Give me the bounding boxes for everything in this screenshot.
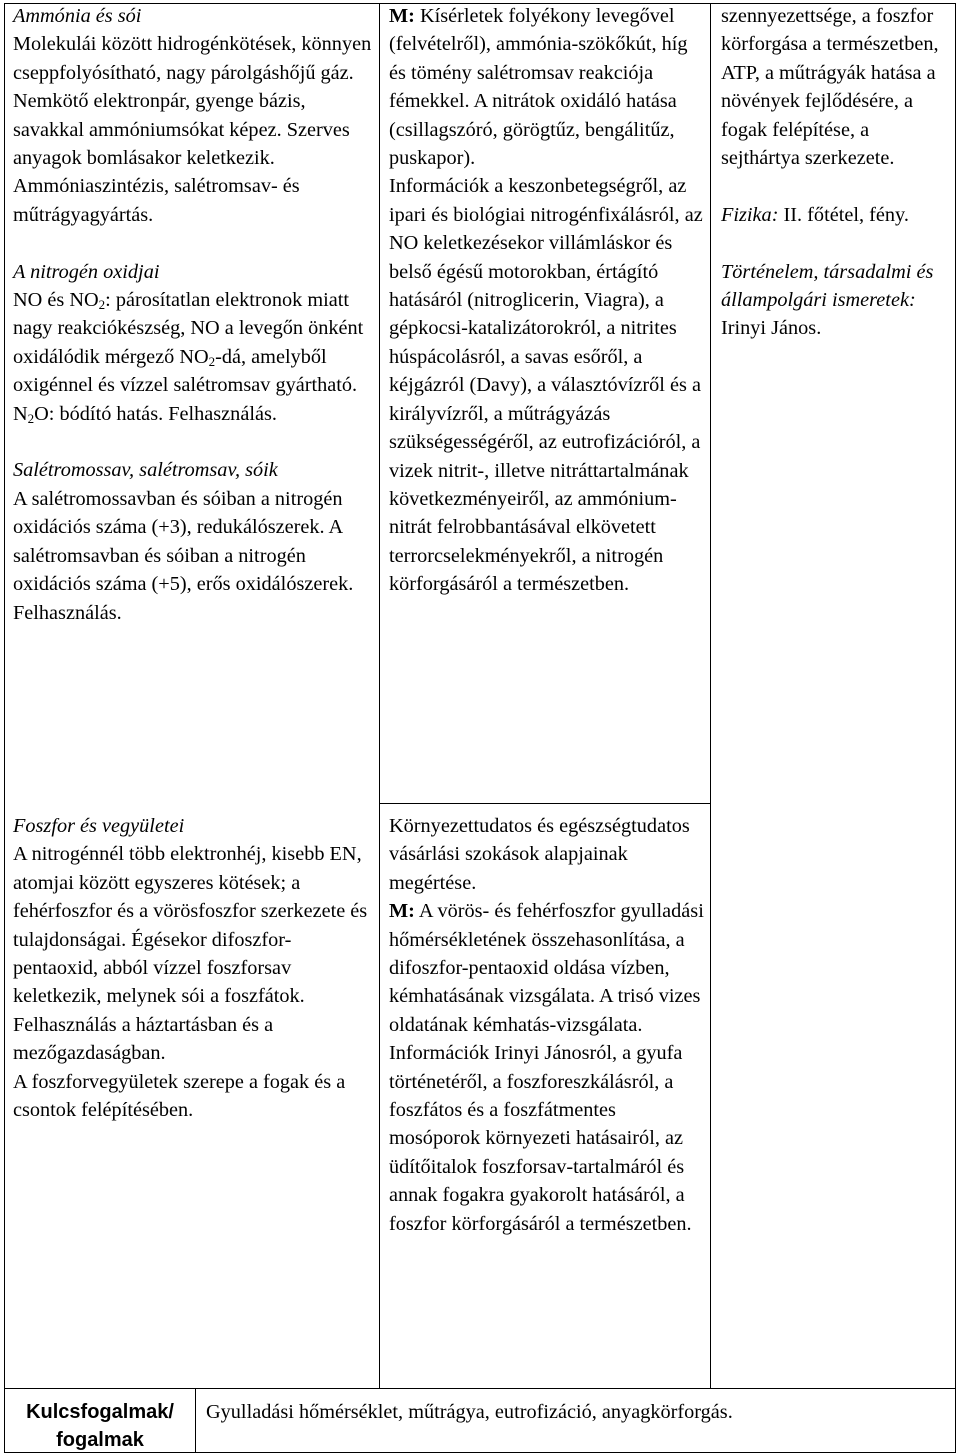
oxides-section — [13, 258, 373, 428]
m-label: M: — [389, 900, 415, 923]
phosphorus-experiments — [389, 897, 707, 1039]
m-label: M: — [389, 5, 415, 27]
nitrogen-experiments-text: Kísérletek folyékony levegővel (felvételről), ammónia-szökőkút, híg és tömény salétromsav reakciója fémekkel. A nitrátok oxidáló hatása (csillagszóró, görögtűz, bengálitűz, puskapor). — [389, 5, 688, 170]
column-divider-1 — [379, 3, 380, 1389]
acids-text: A salétromossavban és sóiban a nitrogén oxidációs száma (+3), redukálószerek. A salétromsavban és sóiban a nitrogén oxidációs száma (+5), erős oxidálószerek. Felhasználás. — [13, 487, 354, 624]
phosphorus-heading: Foszfor és vegyületei — [13, 815, 185, 837]
col1-phosphorus — [13, 812, 373, 1124]
key-concepts-text: Gyulladási hőmérséklet, műtrágya, eutrofizáció, anyagkörforgás. — [206, 1401, 733, 1423]
ammonia-section — [13, 2, 373, 229]
ammonia-text: Molekulái között hidrogénkötések, könnyen cseppfolyósítható, nagy párolgáshőjű gáz. Nemkötő elektronpár, gyenge bázis, savakkal ammóniumsókat képez. Szerves anyagok bomlásakor keletkezik. Ammóniaszintézis, salétromsav- és műtrágyagyártás. — [13, 33, 372, 226]
connections-intro: szennyezettsége, a foszfor körforgása a természetben, ATP, a műtrágyák hatása a növények fejlődésére, a fogak felépítése, a sejthártya szerkezete. — [721, 5, 939, 170]
row-divider-1 — [379, 803, 711, 804]
column-divider-2 — [710, 3, 711, 1389]
footer-column-divider — [195, 1388, 196, 1453]
tortenelem-label: Történelem, társadalmi és állampolgári ismeretek: — [721, 260, 934, 312]
oxides-sub-1: 2 — [98, 297, 106, 313]
oxides-text-3: -dá, amelyből oxigénnel és vízzel salétromsav gyártható. N — [13, 345, 358, 425]
tortenelem-connection — [721, 258, 949, 343]
key-concepts-label-line1: Kulcsfogalmak/ — [26, 1401, 174, 1423]
phosphorus-info: Információk Irinyi Jánosról, a gyufa történetéről, a foszforeszkálásról, a foszfátos és a foszfátmentes mosóporok környezeti hatásairól, az üdítőitalok foszforsav-tartalmáról és annak fogakra gyakorolt hatásáról, a foszfor körforgásáról a természetben. — [389, 1042, 692, 1235]
oxides-sub-3: 2 — [27, 410, 35, 426]
key-concepts-label — [5, 1398, 195, 1454]
fizika-connection — [721, 201, 949, 229]
key-concepts-label-line2: fogalmak — [56, 1429, 144, 1451]
col3-connections — [721, 2, 949, 343]
phosphorus-section — [13, 812, 373, 1124]
nitrogen-info: Információk a keszonbetegségről, az ipari és biológiai nitrogénfixálásról, az NO keletkezésekor villámláskor és belső égésű motorokban, értágító hatásáról (nitroglicerin, Viagra), a gépkocsi-katalizátorokról, a nitrites húspácolásról, a savas esőről, a kéjgázról (Davy), a választóvízről és a királyvízről, a műtrágyázás szükségességéről, az eutrofizációról, a vizek nitrit-, illetve nitráttartalmának következményeiről, az ammónium-nitrát felrobbantásával elkövetett terrorcselekményekről, a nitrogén körforgásáról a természetben. — [389, 175, 703, 596]
oxides-text-4: O: bódító hatás. Felhasználás. — [34, 402, 277, 425]
col2-phosphorus-activities — [389, 812, 707, 1238]
ammonia-heading: Ammónia és sói — [13, 5, 142, 27]
fizika-text: II. főtétel, fény. — [778, 203, 909, 226]
tortenelem-text: Irinyi János. — [721, 317, 822, 340]
oxides-heading: A nitrogén oxidjai — [13, 260, 160, 283]
phosphorus-text-1: A nitrogénnél több elektronhéj, kisebb EN, atomjai között egyszeres kötések; a fehérfoszfor és a vörösfoszfor szerkezete és tulajdonságai. Égésekor difoszfor-pentaoxid, abból vízzel foszforsav keletkezik, melynek sói a foszfátok. Felhasználás a háztartásban és a mezőgazdaságban. — [13, 843, 368, 1065]
phosphorus-experiments-text: A vörös- és fehérfoszfor gyulladási hőmérsékletének összehasonlítása, a difoszfor-pentaoxid oldása vízben, kémhatásának vizsgálata. A trisó vizes oldatának kémhatás-vizsgálata. — [389, 900, 704, 1036]
oxides-sub-2: 2 — [208, 353, 216, 369]
awareness-text: Környezettudatos és egészségtudatos vásárlási szokások alapjainak megértése. — [389, 815, 690, 894]
oxides-text-2: : párosítatlan elektronok miatt nagy reakciókészség, NO a levegőn önként oxidálódik mérgező NO — [13, 289, 364, 368]
acids-section — [13, 456, 373, 626]
nitrogen-experiments — [389, 2, 707, 172]
key-concepts-value — [206, 1398, 951, 1426]
phosphorus-text-2: A foszforvegyületek szerepe a fogak és a csontok felépítésében. — [13, 1070, 346, 1122]
fizika-label: Fizika: — [721, 203, 779, 226]
col1-topics — [13, 2, 373, 627]
col2-nitrogen-activities — [389, 2, 707, 599]
oxides-text-1: NO és NO — [13, 289, 99, 312]
acids-heading: Salétromossav, salétromsav, sóik — [13, 459, 278, 482]
footer-divider — [4, 1388, 956, 1389]
